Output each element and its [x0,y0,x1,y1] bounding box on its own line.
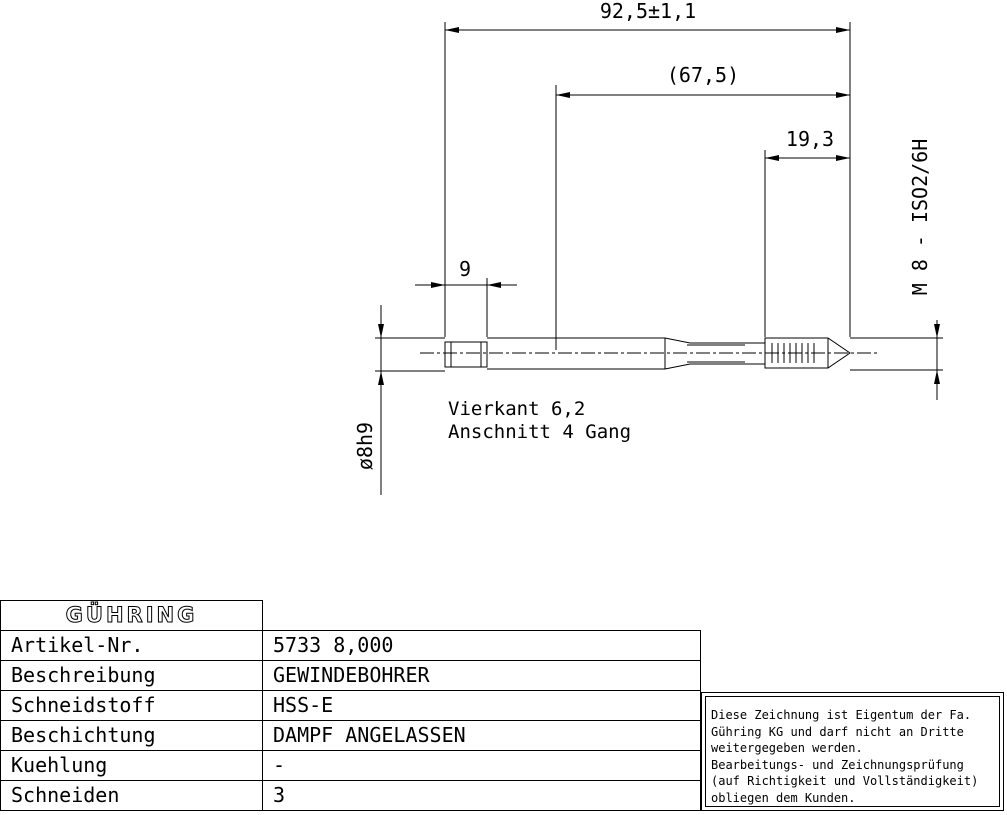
table-row [1,721,701,751]
row-value-article: 5733 8,000 [263,631,701,661]
dim-square-length: 9 [458,257,472,281]
dim-thread-length: 19,3 [785,127,835,151]
tap-body [420,338,880,369]
table-row [1,751,701,781]
row-value-coating: DAMPF ANGELASSEN [263,721,701,751]
dim-shank-length: (67,5) [666,63,740,87]
row-label-article: Artikel-Nr. [1,631,263,661]
table-row [1,781,701,811]
table-row [1,631,701,661]
dimension-arrows [378,27,940,385]
shank-diameter: ø8h9 [353,421,377,471]
disclaimer-line: Diese Zeichnung ist Eigentum der Fa. [711,708,972,722]
disclaimer-line: Bearbeitungs- und Zeichnungsprüfung [711,757,964,772]
title-block [0,600,701,811]
disclaimer-line: Gühring KG und darf nicht an Dritte [711,724,964,739]
row-label-coating: Beschichtung [1,721,263,751]
disclaimer-box [701,692,1004,811]
disclaimer-text [705,696,1000,807]
row-value-material: HSS-E [263,691,701,721]
disclaimer-line: (auf Richtigkeit und Vollständigkeit) [711,774,979,788]
table-row [1,661,701,691]
row-value-cooling: - [263,751,701,781]
thread-spec: M 8 - ISO2/6H [908,138,932,296]
guehring-logo: GÜHRING [65,603,198,627]
table-row [1,691,701,721]
row-label-description: Beschreibung [1,661,263,691]
row-value-description: GEWINDEBOHRER [263,661,701,691]
row-label-cooling: Kuehlung [1,751,263,781]
note-square: Vierkant 6,2 [448,398,586,420]
note-chamfer: Anschnitt 4 Gang [448,421,632,443]
row-value-flutes: 3 [263,781,701,811]
disclaimer-line: weitergegeben werden. [711,741,863,755]
row-label-flutes: Schneiden [1,781,263,811]
disclaimer-line: obliegen dem Kunden. [711,790,856,805]
row-label-material: Schneidstoff [1,691,263,721]
logo-cell [1,601,263,631]
dim-overall-length: 92,5±1,1 [599,0,697,23]
